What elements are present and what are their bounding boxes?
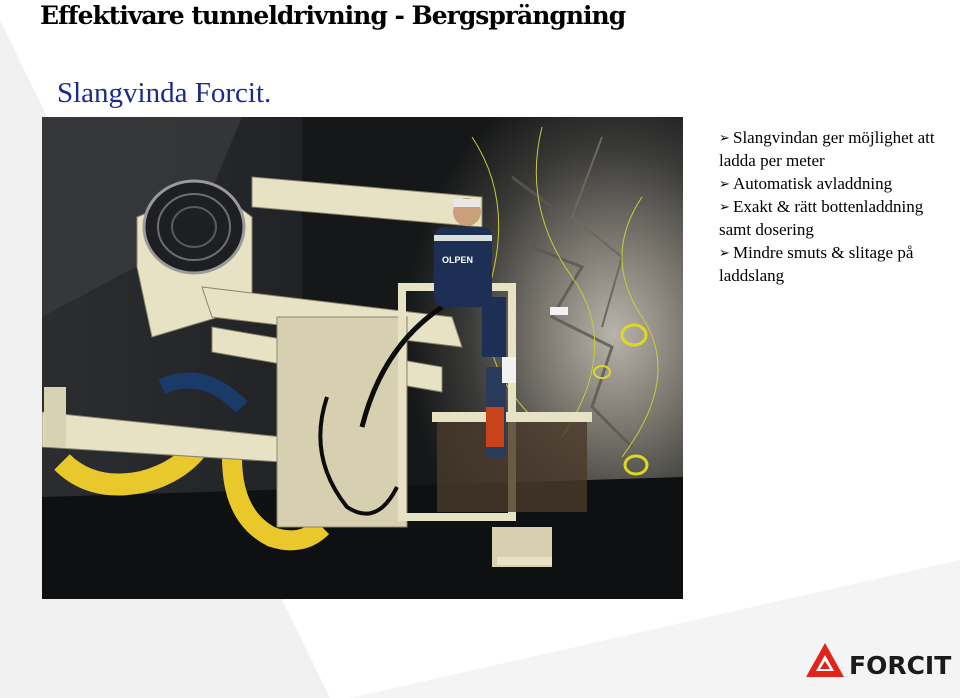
slide-title: Effektivare tunneldrivning - Bergsprängning bbox=[40, 1, 626, 30]
arrow-bullet-icon: ➢ bbox=[719, 199, 730, 214]
bullet-text: Automatisk avladdning bbox=[733, 174, 893, 193]
bullet-text: Mindre smuts & slitage på laddslang bbox=[719, 243, 914, 285]
arrow-bullet-icon: ➢ bbox=[719, 130, 730, 145]
logo-text: FORCIT bbox=[849, 651, 952, 680]
bullet-text: Exakt & rätt bottenladdning samt dosering bbox=[719, 197, 924, 239]
worker-jacket-text: OLPEN bbox=[442, 255, 474, 265]
bullet-item bbox=[719, 172, 954, 195]
bullet-item bbox=[719, 195, 954, 241]
bullet-text: Slangvindan ger möjlighet att ladda per meter bbox=[719, 128, 935, 170]
arrow-bullet-icon: ➢ bbox=[719, 176, 730, 191]
arrow-bullet-icon: ➢ bbox=[719, 245, 730, 260]
photo-charging-rig bbox=[42, 117, 683, 599]
bullet-list bbox=[719, 126, 954, 287]
slide-subtitle: Slangvinda Forcit. bbox=[57, 77, 272, 109]
forcit-logo-icon bbox=[806, 641, 846, 681]
forcit-logo bbox=[806, 641, 960, 681]
bullet-item bbox=[719, 241, 954, 287]
bullet-item bbox=[719, 126, 954, 172]
